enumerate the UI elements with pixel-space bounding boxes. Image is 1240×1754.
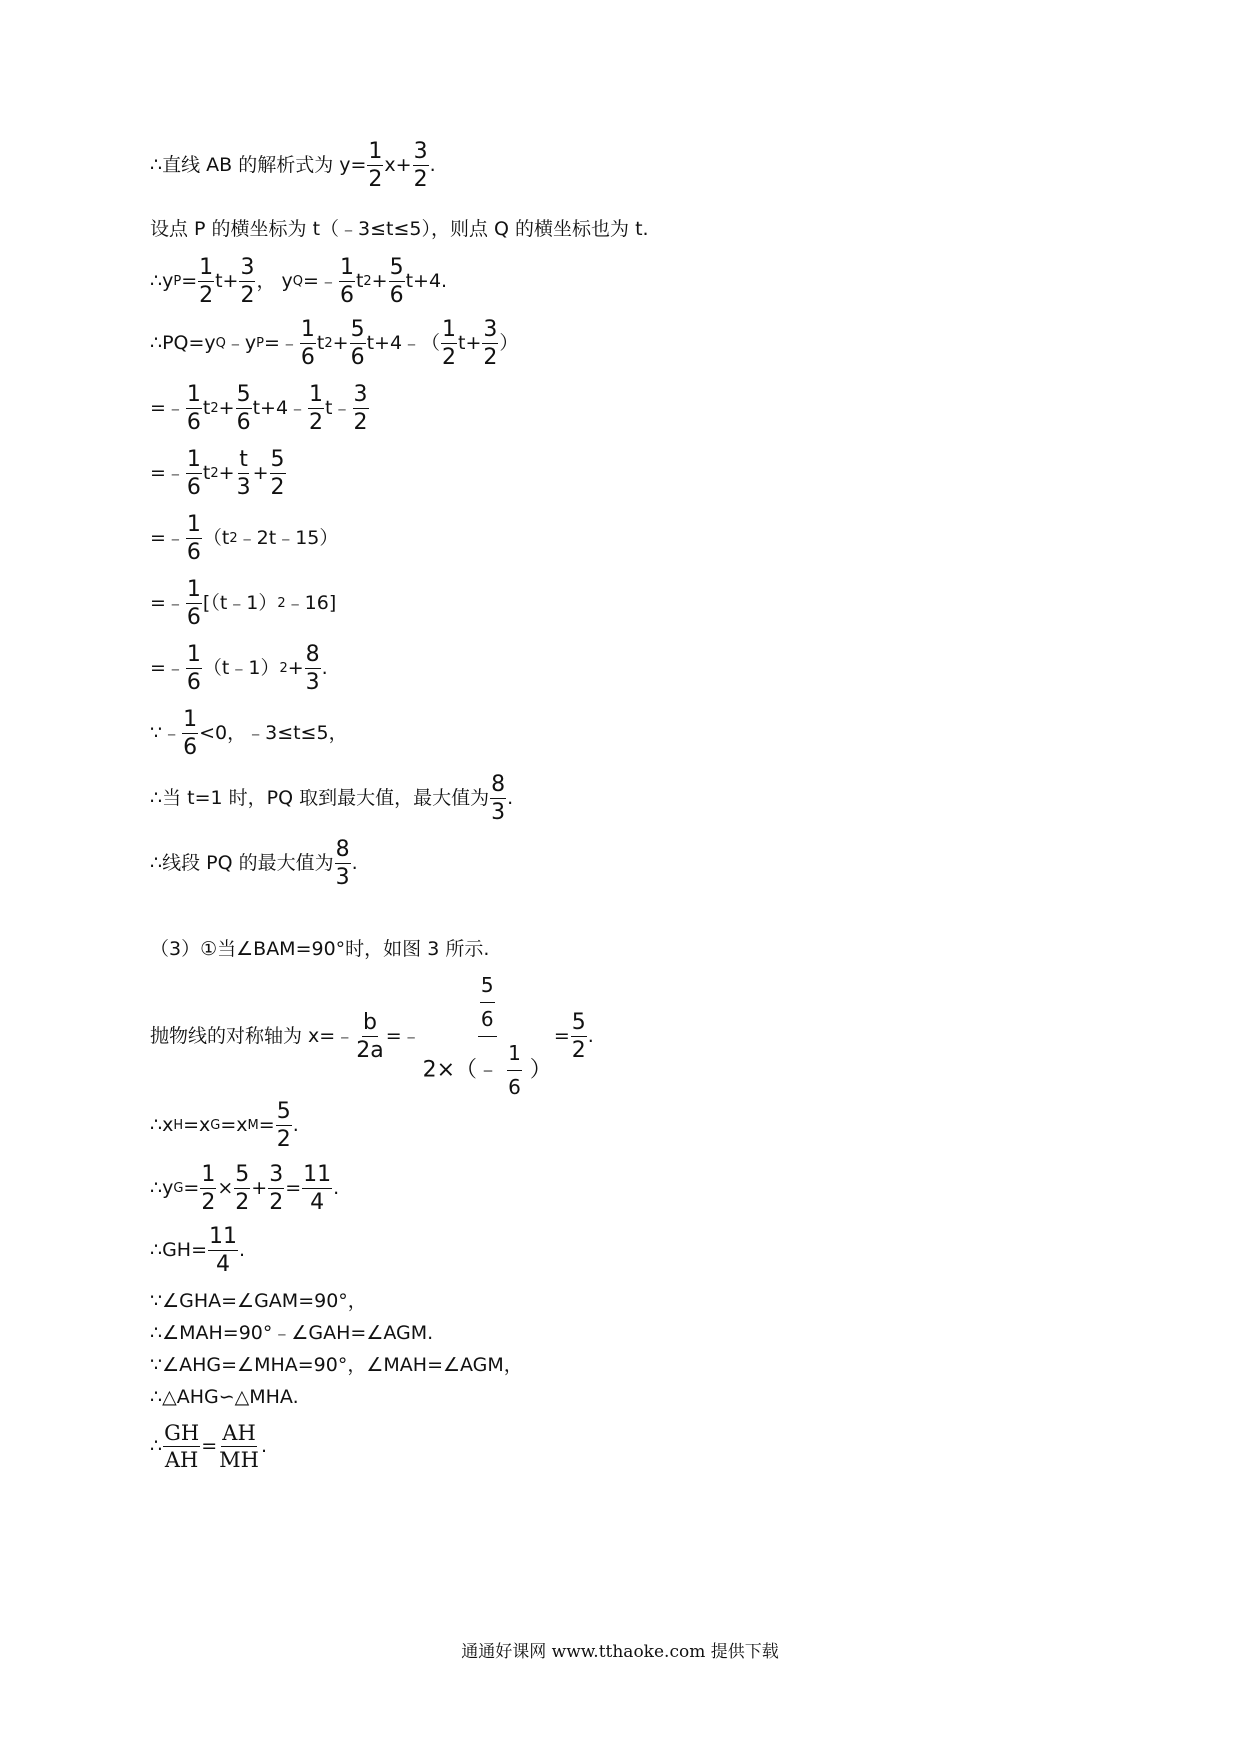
fraction-5-2 — [270, 448, 286, 499]
numerator: 3 — [239, 256, 255, 282]
page-footer: 通通好课网 www.tthaoke.com 提供下载 — [461, 1642, 779, 1662]
text: =x — [183, 1114, 211, 1137]
numerator: 3 — [353, 383, 369, 409]
text: × — [217, 1177, 234, 1200]
text: x+ — [384, 154, 412, 177]
denominator: 2 — [235, 1190, 250, 1216]
denominator: 3 — [491, 800, 506, 826]
text: . — [239, 1239, 246, 1262]
numerator: 5 — [480, 975, 495, 1003]
fraction-1-2 — [200, 1163, 216, 1214]
fraction-1-2 — [308, 383, 324, 434]
denominator: 3 — [305, 670, 320, 696]
fraction-8-3 — [335, 838, 351, 889]
denominator: 2 — [270, 475, 285, 501]
text: + — [371, 270, 388, 293]
fraction-8-3 — [490, 773, 506, 824]
numerator: 3 — [268, 1163, 284, 1189]
line-12 — [150, 838, 358, 889]
superscript: 2 — [324, 336, 333, 352]
denominator: 6 — [389, 283, 404, 309]
denominator: 4 — [216, 1252, 231, 1278]
numerator: 8 — [305, 643, 321, 669]
text: ） — [499, 332, 519, 355]
text: . — [333, 1177, 340, 1200]
denominator: 2 — [269, 1190, 284, 1216]
text: = — [553, 1025, 570, 1047]
text: =﹣ — [150, 397, 185, 420]
line-2: 设点 P 的横坐标为 t（﹣3≤t≤5），则点 Q 的横坐标也为 t. — [150, 218, 649, 240]
text: t+4﹣（ — [366, 332, 441, 355]
numerator: 1 — [308, 383, 324, 409]
numerator: 1 — [441, 318, 457, 344]
fraction-1-6 — [300, 318, 316, 369]
text: t — [316, 332, 325, 355]
line-8 — [150, 578, 336, 629]
line-4 — [150, 318, 518, 369]
numerator: 5 — [234, 1163, 250, 1189]
denominator: 2 — [483, 345, 498, 371]
fraction-1-6 — [186, 643, 202, 694]
text: + — [218, 397, 235, 420]
numerator: b — [362, 1011, 378, 1037]
text: ∴线段 PQ 的最大值为 — [150, 852, 334, 875]
fraction-1-6 — [186, 513, 202, 564]
text: . — [587, 1025, 594, 1047]
line-13: （3）①当∠BAM=90°时，如图 3 所示. — [150, 938, 490, 960]
numerator: 5 — [571, 1011, 587, 1037]
text: t+ — [215, 270, 239, 293]
fraction-t-3 — [236, 448, 252, 499]
line-20: ∵∠AHG=∠MHA=90°，∠MAH=∠AGM， — [150, 1354, 523, 1376]
fraction-3-2 — [239, 256, 255, 307]
denominator: 2 — [368, 167, 383, 193]
denominator: 2 — [199, 283, 214, 309]
text: ﹣y — [225, 332, 257, 355]
text: t+4﹣ — [252, 397, 308, 420]
text: t+4. — [405, 270, 448, 293]
text: t — [202, 397, 211, 420]
text: ∴y — [150, 270, 174, 293]
line-10 — [150, 708, 348, 759]
denominator: 6 — [236, 410, 251, 436]
fraction-5-6 — [480, 975, 495, 1030]
fraction-1-2 — [198, 256, 214, 307]
line-19: ∴∠MAH=90°﹣∠GAH=∠AGM. — [150, 1322, 434, 1344]
fraction-5-6 — [236, 383, 252, 434]
text: =x — [220, 1114, 248, 1137]
fraction-1-6 — [186, 383, 202, 434]
fraction-1-6 — [182, 708, 198, 759]
numerator: 1 — [186, 643, 202, 669]
numerator: 8 — [490, 773, 506, 799]
numerator: 1 — [507, 1043, 522, 1071]
numerator: 1 — [186, 448, 202, 474]
complex-fraction — [422, 975, 553, 1098]
numerator: 5 — [270, 448, 286, 474]
text: 2×（﹣ — [422, 1057, 500, 1083]
fraction-11-4 — [302, 1163, 332, 1214]
fraction-AH-MH — [218, 1422, 260, 1471]
text: ∴当 t=1 时，PQ 取到最大值，最大值为 — [150, 787, 490, 810]
text: + — [251, 1177, 268, 1200]
numerator: 5 — [350, 318, 366, 344]
numerator: 1 — [198, 256, 214, 282]
numerator: 1 — [200, 1163, 216, 1189]
text: =﹣ — [264, 332, 299, 355]
text: ﹣16] — [285, 592, 337, 615]
fraction-1-6 — [507, 1043, 522, 1098]
fraction-5-6 — [389, 256, 405, 307]
text: 抛物线的对称轴为 x=﹣ — [150, 1025, 355, 1047]
line-11 — [150, 773, 513, 824]
line-9 — [150, 643, 328, 694]
numerator: 5 — [276, 1100, 292, 1126]
fraction-1-6 — [186, 448, 202, 499]
denominator: 6 — [186, 475, 201, 501]
denominator: MH — [219, 1448, 259, 1473]
fraction-1-6 — [339, 256, 355, 307]
subscript: P — [256, 336, 264, 352]
text: =﹣ — [385, 1025, 421, 1047]
denominator: 6 — [183, 735, 198, 761]
numerator: 11 — [208, 1225, 238, 1251]
line-17 — [150, 1225, 245, 1276]
subscript: H — [173, 1118, 184, 1134]
numerator: GH — [163, 1422, 200, 1447]
subscript: G — [173, 1181, 184, 1197]
numerator: 1 — [367, 140, 383, 166]
fraction-5-6 — [350, 318, 366, 369]
text: = — [183, 1177, 200, 1200]
text: = — [201, 1435, 218, 1458]
line-14 — [150, 975, 594, 1098]
denominator: 3 — [236, 475, 251, 501]
numerator: 3 — [413, 140, 429, 166]
numerator: 1 — [300, 318, 316, 344]
numerator: 1 — [186, 578, 202, 604]
line-21: ∴△AHG∽△MHA. — [150, 1386, 299, 1408]
text: . — [260, 1435, 267, 1458]
superscript: 2 — [363, 274, 372, 290]
denominator: AH — [164, 1448, 199, 1473]
fraction-5-2 — [571, 1011, 587, 1062]
text: . — [351, 852, 358, 875]
denominator — [422, 1037, 553, 1098]
text: ∵﹣ — [150, 722, 182, 745]
text: t+ — [458, 332, 482, 355]
text: ∴x — [150, 1114, 174, 1137]
denominator: 2 — [442, 345, 457, 371]
line-15 — [150, 1100, 299, 1151]
denominator: 6 — [508, 1075, 521, 1099]
numerator: 8 — [335, 838, 351, 864]
text: ∴GH= — [150, 1239, 208, 1262]
text: ∴ — [150, 1435, 163, 1458]
text: + — [218, 462, 235, 485]
text: . — [292, 1114, 299, 1137]
line-16 — [150, 1163, 339, 1214]
denominator: 6 — [186, 410, 201, 436]
fraction-1-2 — [367, 140, 383, 191]
text: （t﹣1） — [202, 657, 280, 680]
text: + — [332, 332, 349, 355]
text: =﹣ — [150, 527, 185, 550]
line-6 — [150, 448, 287, 499]
text: + — [287, 657, 304, 680]
fraction-1-2 — [441, 318, 457, 369]
denominator: 6 — [339, 283, 354, 309]
denominator: 6 — [186, 670, 201, 696]
text: t — [355, 270, 364, 293]
subscript: M — [247, 1118, 259, 1134]
denominator: 2 — [353, 410, 368, 436]
fraction-11-4 — [208, 1225, 238, 1276]
subscript: P — [173, 274, 182, 290]
text: = — [181, 270, 198, 293]
text: . — [429, 154, 436, 177]
text: ∴PQ=y — [150, 332, 216, 355]
denominator: 6 — [480, 1007, 494, 1031]
fraction-b-2a — [355, 1011, 384, 1062]
text: =﹣ — [150, 592, 185, 615]
superscript: 2 — [210, 401, 219, 417]
numerator: AH — [221, 1422, 256, 1447]
text: [（t﹣1） — [202, 592, 278, 615]
fraction-5-2 — [234, 1163, 250, 1214]
denominator: 6 — [186, 605, 201, 631]
subscript: G — [210, 1118, 221, 1134]
fraction-5-2 — [276, 1100, 292, 1151]
numerator: 1 — [339, 256, 355, 282]
line-18: ∵∠GHA=∠GAM=90°， — [150, 1290, 367, 1312]
superscript: 2 — [210, 466, 219, 482]
numerator: t — [238, 448, 249, 474]
fraction-8-3 — [305, 643, 321, 694]
text: ∴y — [150, 1177, 174, 1200]
numerator: 5 — [236, 383, 252, 409]
text: ， y — [256, 270, 293, 293]
denominator: 2 — [571, 1038, 586, 1063]
denominator: 2 — [309, 410, 324, 436]
denominator: 6 — [300, 345, 315, 371]
denominator: 2 — [276, 1127, 291, 1153]
numerator: 11 — [302, 1163, 332, 1189]
denominator: 4 — [310, 1190, 325, 1216]
text: . — [321, 657, 328, 680]
line-1 — [150, 140, 436, 191]
denominator: 6 — [186, 540, 201, 566]
superscript: 2 — [277, 596, 286, 612]
text: <0，﹣3≤t≤5， — [199, 722, 348, 745]
superscript: 2 — [229, 531, 238, 547]
superscript: 2 — [279, 661, 288, 677]
denominator: 2a — [356, 1038, 384, 1063]
text: = — [285, 1177, 302, 1200]
text: ∴直线 AB 的解析式为 y= — [150, 154, 367, 177]
text: . — [507, 787, 514, 810]
text: （t — [202, 527, 230, 550]
subscript: Q — [215, 336, 226, 352]
fraction-3-2 — [268, 1163, 284, 1214]
text: ﹣2t﹣15） — [237, 527, 339, 550]
fraction-3-2 — [482, 318, 498, 369]
numerator: 1 — [182, 708, 198, 734]
numerator — [478, 975, 497, 1037]
fraction-1-6 — [186, 578, 202, 629]
text: t — [202, 462, 211, 485]
denominator: 2 — [413, 167, 428, 193]
numerator: 1 — [186, 513, 202, 539]
denominator: 6 — [350, 345, 365, 371]
line-7 — [150, 513, 338, 564]
fraction-3-2 — [353, 383, 369, 434]
text: =﹣ — [303, 270, 338, 293]
text: = — [258, 1114, 275, 1137]
denominator: 2 — [240, 283, 255, 309]
fraction-GH-AH — [163, 1422, 200, 1471]
numerator: 1 — [186, 383, 202, 409]
line-5 — [150, 383, 370, 434]
numerator: 3 — [482, 318, 498, 344]
text: + — [252, 462, 269, 485]
line-22 — [150, 1422, 267, 1471]
fraction-3-2 — [413, 140, 429, 191]
numerator: 5 — [389, 256, 405, 282]
text: t﹣ — [325, 397, 352, 420]
denominator: 2 — [201, 1190, 216, 1216]
text: ） — [529, 1057, 552, 1083]
line-3 — [150, 256, 447, 307]
subscript: Q — [292, 274, 304, 290]
text: =﹣ — [150, 657, 185, 680]
text: =﹣ — [150, 462, 185, 485]
denominator: 3 — [335, 865, 350, 891]
